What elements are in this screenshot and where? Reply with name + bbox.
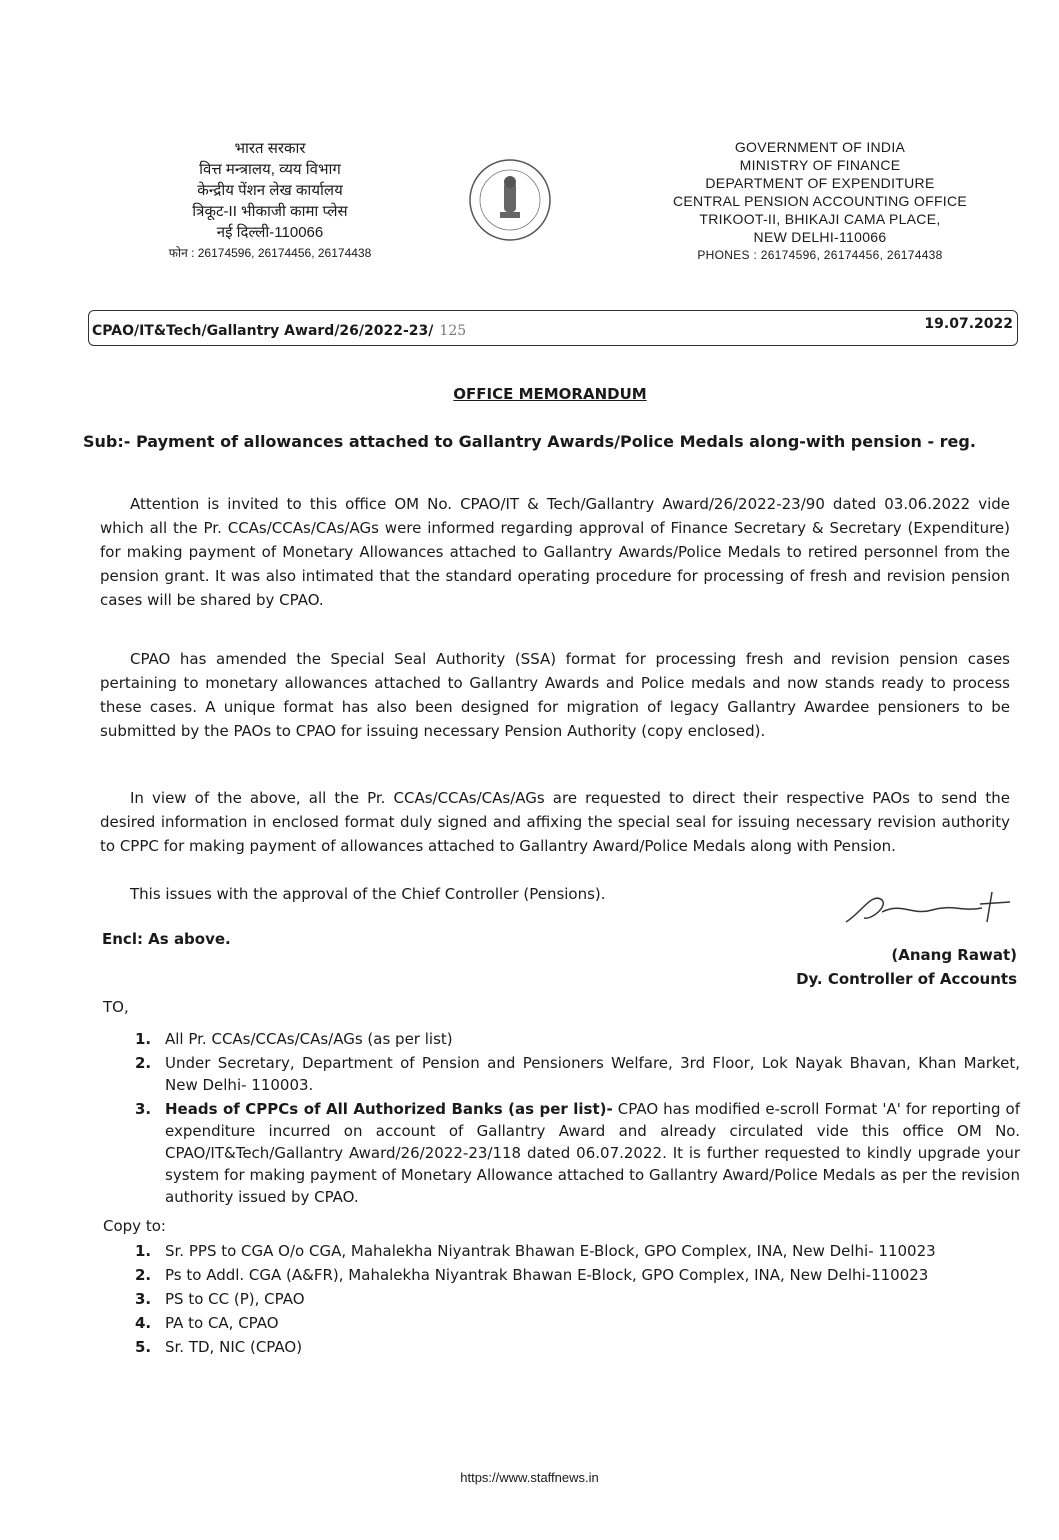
item-bold: Heads of CPPCs of All Authorized Banks (as per list)-: [165, 1100, 613, 1118]
signer-designation: Dy. Controller of Accounts: [796, 970, 1017, 988]
signature: [842, 882, 1022, 930]
item-text: All Pr. CCAs/CCAs/CAs/AGs (as per list): [165, 1030, 453, 1048]
item-number: 5.: [135, 1338, 152, 1356]
memo-title: OFFICE MEMORANDUM: [453, 385, 647, 403]
footer-url[interactable]: https://www.staffnews.in: [460, 1470, 599, 1485]
item-number: 1.: [135, 1242, 152, 1260]
paragraph-2: CPAO has amended the Special Seal Authority (SSA) format for processing fresh and revision pension cases pertaining to monetary allowances attached to Gallantry Awards and Police medals and now stands ready to process these cases. A unique format has also been designed for migration of legacy Gallantry Awardee pensioners to be submitted by the PAOs to CPAO for issuing necessary Pension Authority (copy enclosed).: [100, 650, 1010, 740]
list-item: [135, 1288, 1020, 1310]
item-text: Ps to Addl. CGA (A&FR), Mahalekha Niyantrak Bhawan E-Block, GPO Complex, INA, New Delhi-110023: [165, 1266, 929, 1284]
to-label: TO,: [103, 998, 129, 1016]
english-phone: PHONES : 26174596, 26174456, 26174438: [697, 248, 943, 262]
item-text: PS to CC (P), CPAO: [165, 1290, 305, 1308]
reference-number: [92, 323, 466, 339]
item-rest: CPAO has modified e-scroll Format 'A' for reporting of expenditure incurred on account of Gallantry Award and already circulated vide this office OM No. CPAO/IT&Tech/Gallantry Award/26/2022-23/118 dated 06.07.2022. It is further requested to kindly upgrade your system for making payment of Monetary Allowance attached to Gallantry Award/Police Medals as per the revision authority issued by CPAO.: [165, 1100, 1021, 1206]
memo-date: 19.07.2022: [924, 316, 1013, 332]
item-number: 4.: [135, 1314, 152, 1332]
item-number: 3.: [135, 1290, 152, 1308]
item-text: PA to CA, CPAO: [165, 1314, 279, 1332]
handwritten-number: 125: [439, 323, 467, 339]
list-item: [135, 1336, 1020, 1358]
english-letterhead: [610, 138, 1030, 264]
hindi-line: त्रिकूट-II भीकाजी कामा प्लेस: [192, 203, 348, 220]
enclosure-note: Encl: As above.: [102, 930, 231, 948]
list-item: [135, 1028, 1020, 1050]
subject: Sub:- Payment of allowances attached to Gallantry Awards/Police Medals along-with pension - reg.: [83, 432, 976, 451]
list-item: [135, 1240, 1020, 1262]
hindi-line: वित्त मन्त्रालय, व्यय विभाग: [199, 161, 341, 178]
item-number: 2.: [135, 1266, 152, 1284]
hindi-letterhead: [90, 138, 450, 264]
item-number: 1.: [135, 1030, 152, 1048]
list-item: [135, 1312, 1020, 1334]
paragraph-1: Attention is invited to this office OM No. CPAO/IT & Tech/Gallantry Award/26/2022-23/90 dated 03.06.2022 vide which all the Pr. CCAs/CCAs/CAs/AGs were informed regarding approval of Finance Secretary & Secretary (Expenditure) for making payment of Monetary Allowances attached to Gallantry Awards/Police Medals to retired personnel from the pension grant. It was also intimated that the standard operating procedure for processing of fresh and revision pension cases will be shared by CPAO.: [100, 495, 1010, 609]
list-item: [135, 1264, 1020, 1286]
list-item: [135, 1098, 1020, 1208]
english-line: MINISTRY OF FINANCE: [739, 157, 901, 173]
recipient-list: [135, 1028, 1020, 1210]
item-text: Sr. PPS to CGA O/o CGA, Mahalekha Niyantrak Bhawan E-Block, GPO Complex, INA, New Delhi- 110023: [165, 1242, 936, 1260]
english-line: TRIKOOT-II, BHIKAJI CAMA PLACE,: [699, 211, 941, 227]
item-number: 2.: [135, 1054, 152, 1072]
list-item: [135, 1052, 1020, 1096]
english-line: CENTRAL PENSION ACCOUNTING OFFICE: [672, 193, 968, 209]
english-line: GOVERNMENT OF INDIA: [734, 139, 906, 155]
paragraph-4: This issues with the approval of the Chief Controller (Pensions).: [130, 885, 606, 903]
office-seal-emblem: [468, 158, 552, 242]
item-text: Sr. TD, NIC (CPAO): [165, 1338, 303, 1356]
signer-block: [796, 943, 1017, 991]
english-line: NEW DELHI-110066: [753, 229, 887, 245]
hindi-phone: फोन : 26174596, 26174456, 26174438: [168, 246, 372, 260]
english-line: DEPARTMENT OF EXPENDITURE: [705, 175, 935, 191]
hindi-line: नई दिल्ली-110066: [216, 224, 324, 241]
signer-name: (Anang Rawat): [891, 946, 1017, 964]
item-number: 3.: [135, 1100, 152, 1118]
ref-text: CPAO/IT&Tech/Gallantry Award/26/2022-23/: [92, 323, 434, 339]
copy-list: [135, 1240, 1020, 1360]
item-text: Under Secretary, Department of Pension and Pensioners Welfare, 3rd Floor, Lok Nayak Bhavan, Khan Market, New Delhi- 110003.: [165, 1054, 1020, 1094]
hindi-line: भारत सरकार: [234, 140, 306, 157]
paragraph-3: In view of the above, all the Pr. CCAs/CCAs/CAs/AGs are requested to direct their respective PAOs to send the desired information in enclosed format duly signed and affixing the special seal for issuing necessary revision authority to CPPC for making payment of allowances attached to Gallantry Award/Police Medals along with Pension.: [100, 789, 1010, 855]
item-text: [165, 1098, 1020, 1208]
copy-label: Copy to:: [103, 1217, 166, 1235]
hindi-line: केन्द्रीय पेंशन लेख कार्यालय: [197, 182, 343, 199]
